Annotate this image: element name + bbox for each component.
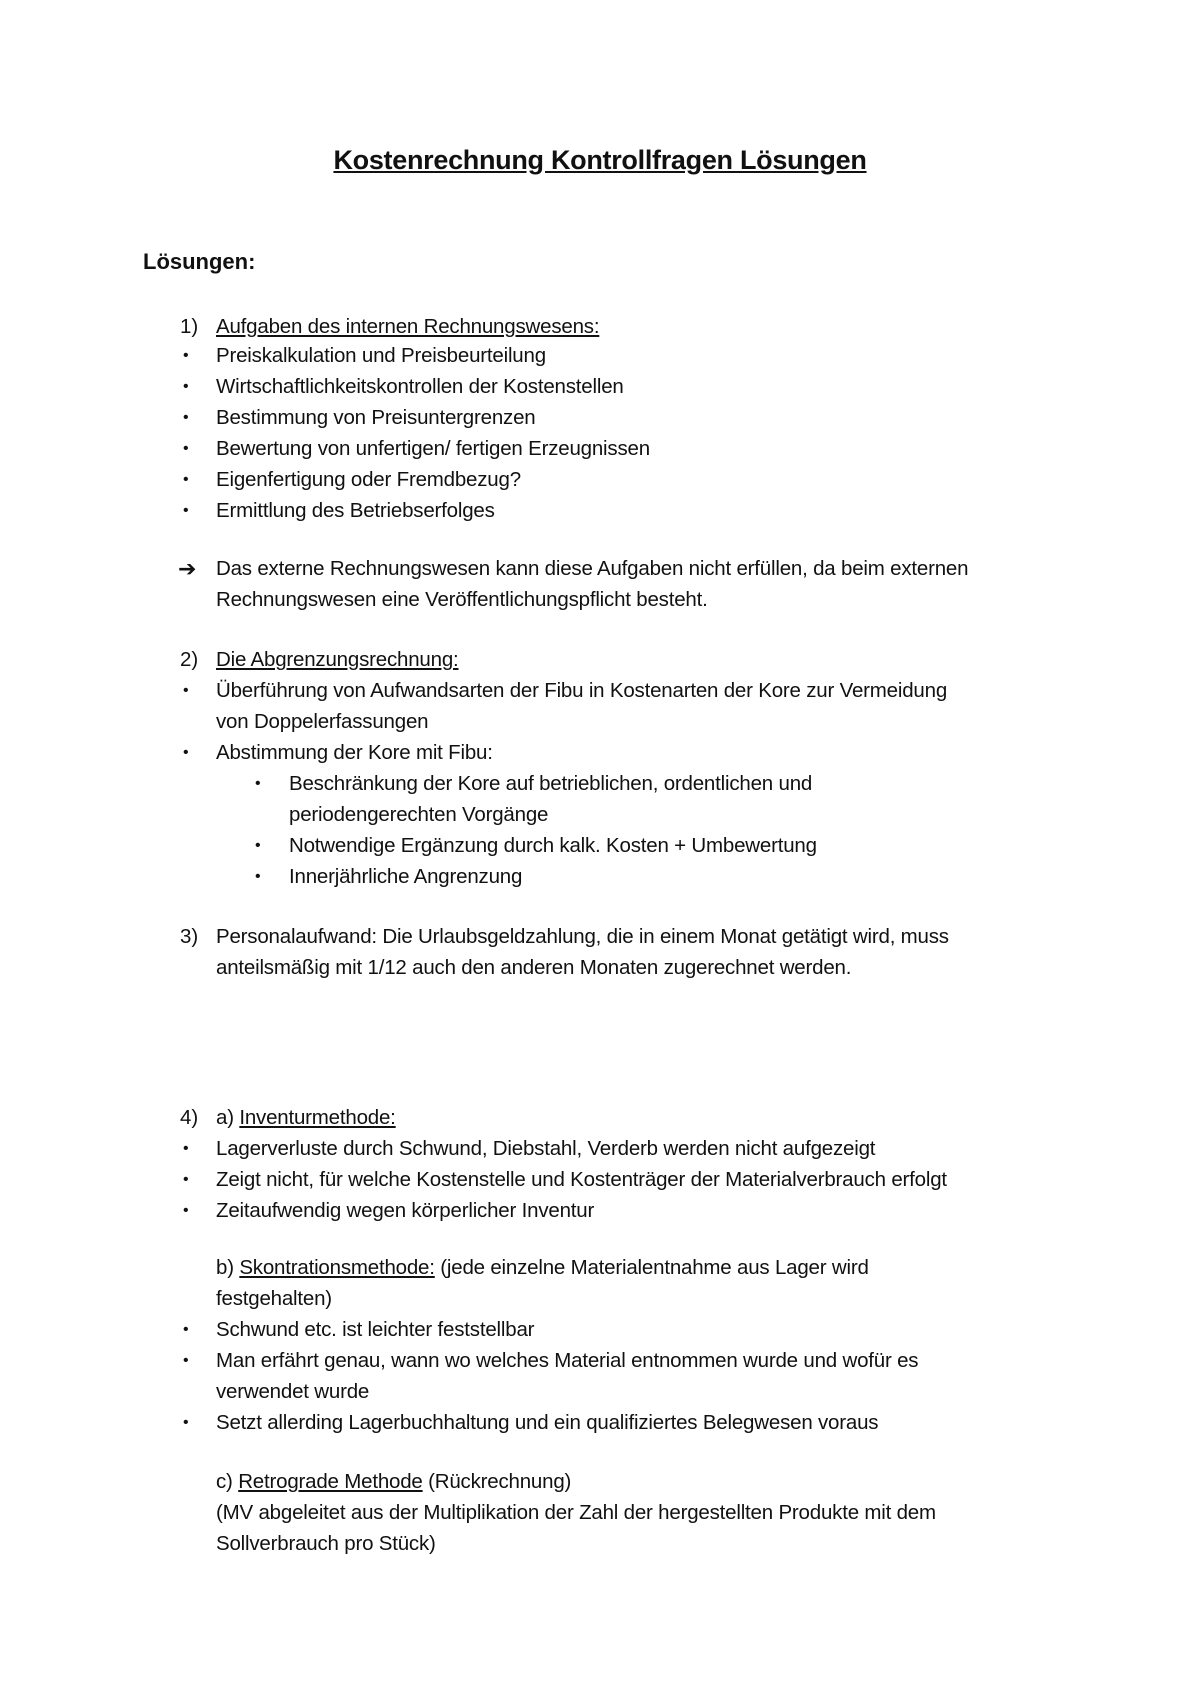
subsection-c-title: Retrograde Methode xyxy=(238,1470,423,1493)
subsection-c-prefix: c) xyxy=(216,1470,233,1493)
section1-heading: Aufgaben des internen Rechnungswesens: xyxy=(216,315,600,338)
bullet: • xyxy=(183,1140,189,1157)
section2-heading: Die Abgrenzungsrechnung: xyxy=(216,648,459,671)
item-number: 4) xyxy=(180,1106,199,1129)
list-item: Wirtschaftlichkeitskontrollen der Kostenstellen xyxy=(216,375,624,398)
bullet: • xyxy=(183,1171,189,1188)
bullet: • xyxy=(183,378,189,395)
list-item: Überführung von Aufwandsarten der Fibu in Kostenarten der Kore zur Vermeidung xyxy=(216,679,948,702)
sub-bullet: • xyxy=(255,868,261,885)
bullet: • xyxy=(183,502,189,519)
list-item: Bestimmung von Preisuntergrenzen xyxy=(216,406,536,429)
paragraph-line: Sollverbrauch pro Stück) xyxy=(216,1532,436,1555)
list-item: Abstimmung der Kore mit Fibu: xyxy=(216,741,493,764)
sub-list-item-continuation: periodengerechten Vorgänge xyxy=(289,803,549,826)
list-item: Preiskalkulation und Preisbeurteilung xyxy=(216,344,546,367)
subsection-c-note: (Rückrechnung) xyxy=(428,1470,572,1493)
subsection-c-heading xyxy=(216,1468,571,1496)
list-item-continuation: verwendet wurde xyxy=(216,1380,370,1403)
list-item: Schwund etc. ist leichter feststellbar xyxy=(216,1318,535,1341)
document-title: Kostenrechnung Kontrollfragen Lösungen xyxy=(333,145,867,175)
list-item: Man erfährt genau, wann wo welches Material entnommen wurde und wofür es xyxy=(216,1349,919,1372)
arrow-right-icon: ➔ xyxy=(178,556,197,581)
sub-list-item: Beschränkung der Kore auf betrieblichen, ordentlichen und xyxy=(289,772,813,795)
sub-list-item: Notwendige Ergänzung durch kalk. Kosten + Umbewertung xyxy=(289,834,817,857)
subsection-b-prefix: b) xyxy=(216,1256,234,1279)
list-item: Setzt allerding Lagerbuchhaltung und ein qualifiziertes Belegwesen voraus xyxy=(216,1411,879,1434)
list-item: Lagerverluste durch Schwund, Diebstahl, Verderb werden nicht aufgezeigt xyxy=(216,1137,876,1160)
list-item: Ermittlung des Betriebserfolges xyxy=(216,499,495,522)
item-number: 3) xyxy=(180,925,199,948)
paragraph-line: Personalaufwand: Die Urlaubsgeldzahlung, die in einem Monat getätigt wird, muss xyxy=(216,925,949,948)
bullet: • xyxy=(183,440,189,457)
list-item: Bewertung von unfertigen/ fertigen Erzeugnissen xyxy=(216,437,650,460)
subsection-a-heading xyxy=(216,1104,396,1132)
subsection-b-title: Skontrationsmethode: xyxy=(239,1256,435,1279)
conclusion-line: Rechnungswesen eine Veröffentlichungspflicht besteht. xyxy=(216,588,708,611)
list-item: Zeitaufwendig wegen körperlicher Inventur xyxy=(216,1199,595,1222)
list-item-continuation: von Doppelerfassungen xyxy=(216,710,429,733)
bullet: • xyxy=(183,1352,189,1369)
paragraph-line: anteilsmäßig mit 1/12 auch den anderen Monaten zugerechnet werden. xyxy=(216,956,852,979)
bullet: • xyxy=(183,1414,189,1431)
list-item: Zeigt nicht, für welche Kostenstelle und Kostenträger der Materialverbrauch erfolgt xyxy=(216,1168,947,1191)
bullet: • xyxy=(183,1321,189,1338)
item-number: 1) xyxy=(180,315,199,338)
sub-bullet: • xyxy=(255,837,261,854)
sub-bullet: • xyxy=(255,775,261,792)
subsection-b-note: (jede einzelne Materialentnahme aus Lager wird xyxy=(440,1256,869,1279)
bullet: • xyxy=(183,409,189,426)
item-number: 2) xyxy=(180,648,199,671)
subsection-a-title: Inventurmethode: xyxy=(239,1106,396,1129)
subsection-b-note-continuation: festgehalten) xyxy=(216,1287,332,1310)
section-heading: Lösungen: xyxy=(143,249,256,274)
sub-list-item: Innerjährliche Angrenzung xyxy=(289,865,523,888)
bullet: • xyxy=(183,471,189,488)
bullet: • xyxy=(183,682,189,699)
bullet: • xyxy=(183,347,189,364)
conclusion-line: Das externe Rechnungswesen kann diese Aufgaben nicht erfüllen, da beim externen xyxy=(216,557,969,580)
bullet: • xyxy=(183,1202,189,1219)
bullet: • xyxy=(183,744,189,761)
subsection-b-heading xyxy=(216,1254,869,1282)
paragraph-line: (MV abgeleitet aus der Multiplikation der Zahl der hergestellten Produkte mit dem xyxy=(216,1501,936,1524)
list-item: Eigenfertigung oder Fremdbezug? xyxy=(216,468,521,491)
subsection-a-prefix: a) xyxy=(216,1106,234,1129)
